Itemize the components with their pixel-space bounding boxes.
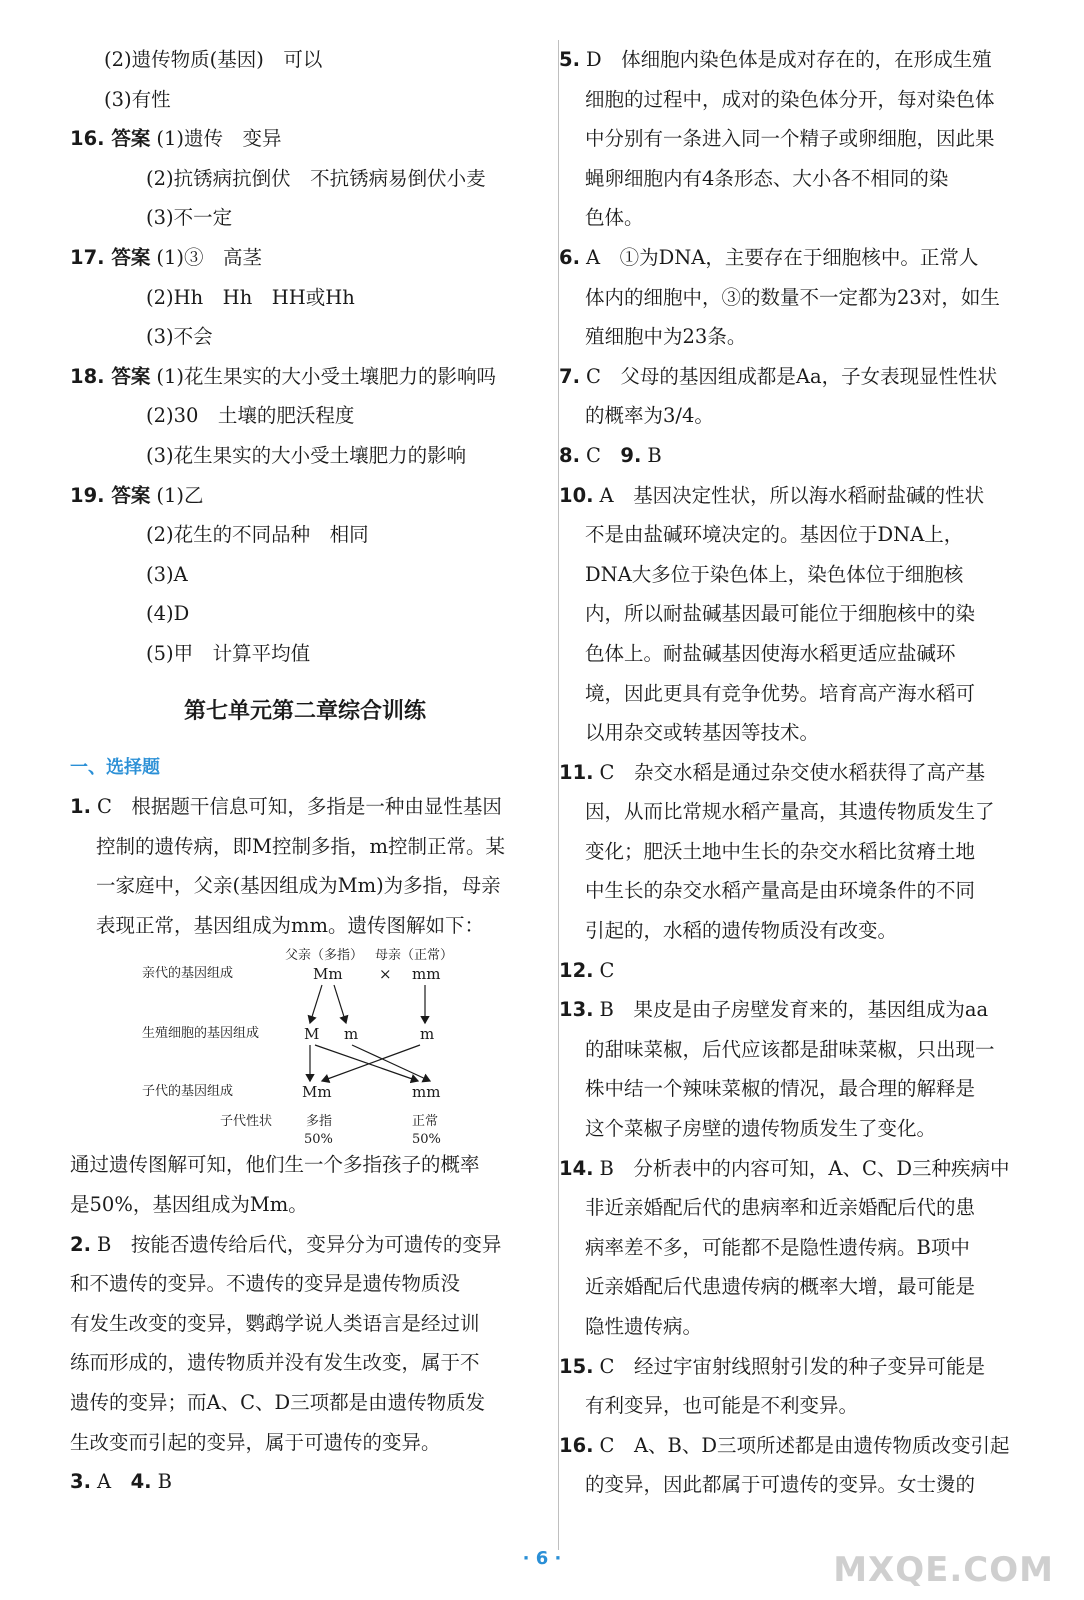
answer-line: (2)Hh Hh HH或Hh [146,285,355,309]
page-number: · 6 · [522,1548,562,1569]
answer-line: 的变异，因此都属于可遗传的变异。女士燙的 [585,1473,976,1497]
cross-symbol: × [379,965,392,984]
mother-genotype: mm [412,965,441,984]
left-column [70,40,540,1502]
answer-number: 1. [70,795,91,819]
answer-text: A ①为DNA，主要存在于细胞核中。正常人 [585,245,979,269]
answer-text: B [157,1470,172,1494]
answer-16-choice [559,1426,1027,1466]
answer-number: 18. 答案 [70,364,151,388]
section-title: 第七单元第二章综合训练 [183,698,426,724]
answer-number: 10. [559,483,594,507]
right-column [558,40,1027,1550]
answer-number: 14. [559,1156,594,1180]
answer-text: D 体细胞内染色体是成对存在的，在形成生殖 [585,48,992,71]
answer-text: B 按能否遗传给后代，变异分为可遗传的变异 [96,1232,502,1256]
answer-line: (3)A [146,562,188,586]
answer-line: 近亲婚配后代患遗传病的概率大增，最可能是 [585,1275,976,1299]
answer-line: 色体上。耐盐碱基因使海水稻更适应盐碱环 [585,641,956,665]
answer-line: 体内的细胞中，③的数量不一定都为23对，如生 [585,285,1000,309]
arrow [322,1045,420,1081]
arrow [310,985,322,1023]
q15-line: (2)遗传物质(基因) 可以 [104,48,323,71]
answer-line: 中分别有一条进入同一个精子或卵细胞，因此果 [585,127,995,151]
answer-number: 9. [620,443,642,467]
answer-line: 隐性遗传病。 [585,1315,703,1338]
answer-number: 7. [559,364,580,388]
answer-line: DNA大多位于染色体上，染色体位于细胞核 [585,562,964,586]
answer-line: 中生长的杂交水稻产量高是由环境条件的不同 [585,879,976,903]
answer-text: B 果皮是由子房壁发育来的，基因组成为aa [599,998,989,1022]
answer-line: 引起的，水稻的遗传物质没有改变。 [585,919,898,943]
answer-text: C 父母的基因组成都是Aa，子女表现显性性状 [585,364,998,388]
watermark-logo: MXQE.COM [833,1550,1054,1590]
answer-17 [70,238,540,278]
row-gamete-label: 生殖细胞的基因组成 [142,1026,260,1042]
answer-6 [559,238,1027,278]
answer-line: (4)D [146,602,190,626]
answer-text: C [599,958,615,982]
answer-7 [559,357,1027,397]
gamete-m: m [420,1025,435,1044]
trait-label: 正常 [412,1114,439,1130]
answer-12 [559,951,1027,991]
answer-text: A [96,1470,112,1494]
answer-text: (1)遗传 变异 [156,127,282,151]
answer-1 [70,787,540,827]
answer-number: 13. [559,998,594,1022]
answer-line: 株中结一个辣味菜椒的情况，最合理的解释是 [585,1077,976,1101]
child-genotype: Mm [302,1083,332,1102]
answer-16 [70,119,540,159]
answer-text: C 杂交水稻是通过杂交使水稻获得了高产基 [599,760,985,784]
answer-line: (3)不会 [146,325,213,349]
answer-text: B 分析表中的内容可知，A、C、D三种疾病中 [599,1156,1010,1180]
answer-line: 细胞的过程中，成对的染色体分开，每对染色体 [585,87,995,111]
answer-5 [559,40,1027,80]
answer-text: A 基因决定性状，所以海水稻耐盐碱的性状 [599,483,985,507]
answer-text: (1)乙 [156,483,204,507]
answer-line: 遗传的变异；而A、C、D三项都是由遗传物质发 [70,1391,486,1415]
answer-number: 6. [559,245,580,269]
answer-text: C A、B、D三项所述都是由遗传物质改变引起 [599,1433,1010,1457]
answer-number: 2. [70,1232,91,1256]
answer-number: 3. [70,1470,91,1494]
answer-number: 16. 答案 [70,127,151,151]
answer-text: C [585,443,601,467]
answer-line: 色体。 [585,206,644,230]
answer-line: 非近亲婚配后代的患病率和近亲婚配后代的患 [585,1196,976,1220]
q15-line: (3)有性 [104,87,171,111]
answer-line: (2)抗锈病抗倒伏 不抗锈病易倒伏小麦 [146,166,486,190]
answer-line: 内，所以耐盐碱基因最可能位于细胞核中的染 [585,602,976,626]
answer-line: 通过遗传图解可知，他们生一个多指孩子的概率 [70,1153,480,1177]
child-genotype: mm [412,1083,441,1102]
answer-line: (3)花生果实的大小受土壤肥力的影响 [146,443,467,467]
answer-number: 11. [559,760,594,784]
answer-13 [559,990,1027,1030]
answer-line: 生改变而引起的变异，属于可遗传的变异。 [70,1430,441,1454]
answer-number: 4. [130,1470,152,1494]
answer-line: 殖细胞中为23条。 [585,325,747,349]
answer-19 [70,476,540,516]
answer-text: (1)③ 高茎 [156,245,262,269]
answer-18 [70,357,540,397]
father-label: 父亲（多指） [285,948,364,964]
answer-line: 的甜味菜椒，后代应该都是甜味菜椒，只出现一 [585,1037,995,1061]
answer-line: 是50%，基因组成为Mm。 [70,1193,308,1217]
answer-number: 15. [559,1354,594,1378]
answer-line: (5)甲 计算平均值 [146,641,311,665]
answer-line: 蝇卵细胞内有4条形态、大小各不相同的染 [585,166,949,190]
answer-line: 因，从而比常规水稻产量高，其遗传物质发生了 [585,800,995,824]
answer-line: 有发生改变的变异，鹦鹉学说人类语言是经过训 [70,1311,480,1335]
answer-10 [559,476,1027,516]
answer-line: (2)30 土壤的肥沃程度 [146,404,355,428]
answer-line: 表现正常，基因组成为mm。遗传图解如下： [96,913,484,937]
ratio-label: 50% [304,1132,333,1146]
mother-label: 母亲（正常） [375,948,454,964]
genetic-diagram-svg [70,945,540,1145]
answer-line: 病率差不多，可能都不是隐性遗传病。B项中 [585,1235,970,1259]
row-trait-label: 子代性状 [220,1114,273,1130]
answer-line: (2)花生的不同品种 相同 [146,523,369,547]
answer-line: 变化；肥沃土地中生长的杂交水稻比贫瘠土地 [585,839,976,863]
genetic-diagram [70,945,540,1145]
answer-line: 境，因此更具有竞争优势。培育高产海水稻可 [585,681,976,705]
row-parent-label: 亲代的基因组成 [142,966,234,982]
answer-number: 8. [559,443,580,467]
section-heading: 一、选择题 [70,756,160,778]
answer-3-4 [70,1462,540,1502]
answer-line: 不是由盐碱环境决定的。基因位于DNA上， [585,523,964,547]
father-genotype: Mm [313,965,343,984]
answer-line: (3)不一定 [146,206,233,230]
answer-line: 以用杂交或转基因等技术。 [585,721,820,745]
answer-line: 和不遗传的变异。不遗传的变异是遗传物质没 [70,1272,461,1296]
arrow [352,1045,430,1081]
arrow [334,985,346,1023]
arrow [315,1045,418,1081]
answer-8-9 [559,436,1027,476]
answer-14 [559,1149,1027,1189]
answer-line: 的概率为3/4。 [585,404,714,428]
answer-number: 19. 答案 [70,483,151,507]
answer-text: C 经过宇宙射线照射引发的种子变异可能是 [599,1354,985,1378]
answer-line: 这个菜椒子房壁的遗传物质发生了变化。 [585,1117,937,1141]
answer-2 [70,1225,540,1265]
gamete-M: M [304,1025,320,1044]
answer-number: 5. [559,48,580,71]
answer-text: C 根据题干信息可知，多指是一种由显性基因 [96,795,502,819]
answer-number: 17. 答案 [70,245,151,269]
answer-line: 练而形成的，遗传物质并没有发生改变，属于不 [70,1351,480,1375]
answer-number: 16. [559,1433,594,1457]
ratio-label: 50% [412,1132,441,1146]
answer-line: 一家庭中，父亲(基因组成为Mm)为多指，母亲 [96,874,501,898]
answer-text: B [647,443,662,467]
answer-line: 有利变异，也可能是不利变异。 [585,1394,859,1418]
answer-15 [559,1347,1027,1387]
gamete-m: m [344,1025,359,1044]
row-child-label: 子代的基因组成 [142,1084,234,1100]
answer-text: (1)花生果实的大小受土壤肥力的影响吗 [156,364,496,388]
answer-number: 12. [559,958,594,982]
answer-11 [559,753,1027,793]
answer-line: 控制的遗传病，即M控制多指，m控制正常。某 [96,834,505,858]
trait-label: 多指 [306,1114,333,1130]
